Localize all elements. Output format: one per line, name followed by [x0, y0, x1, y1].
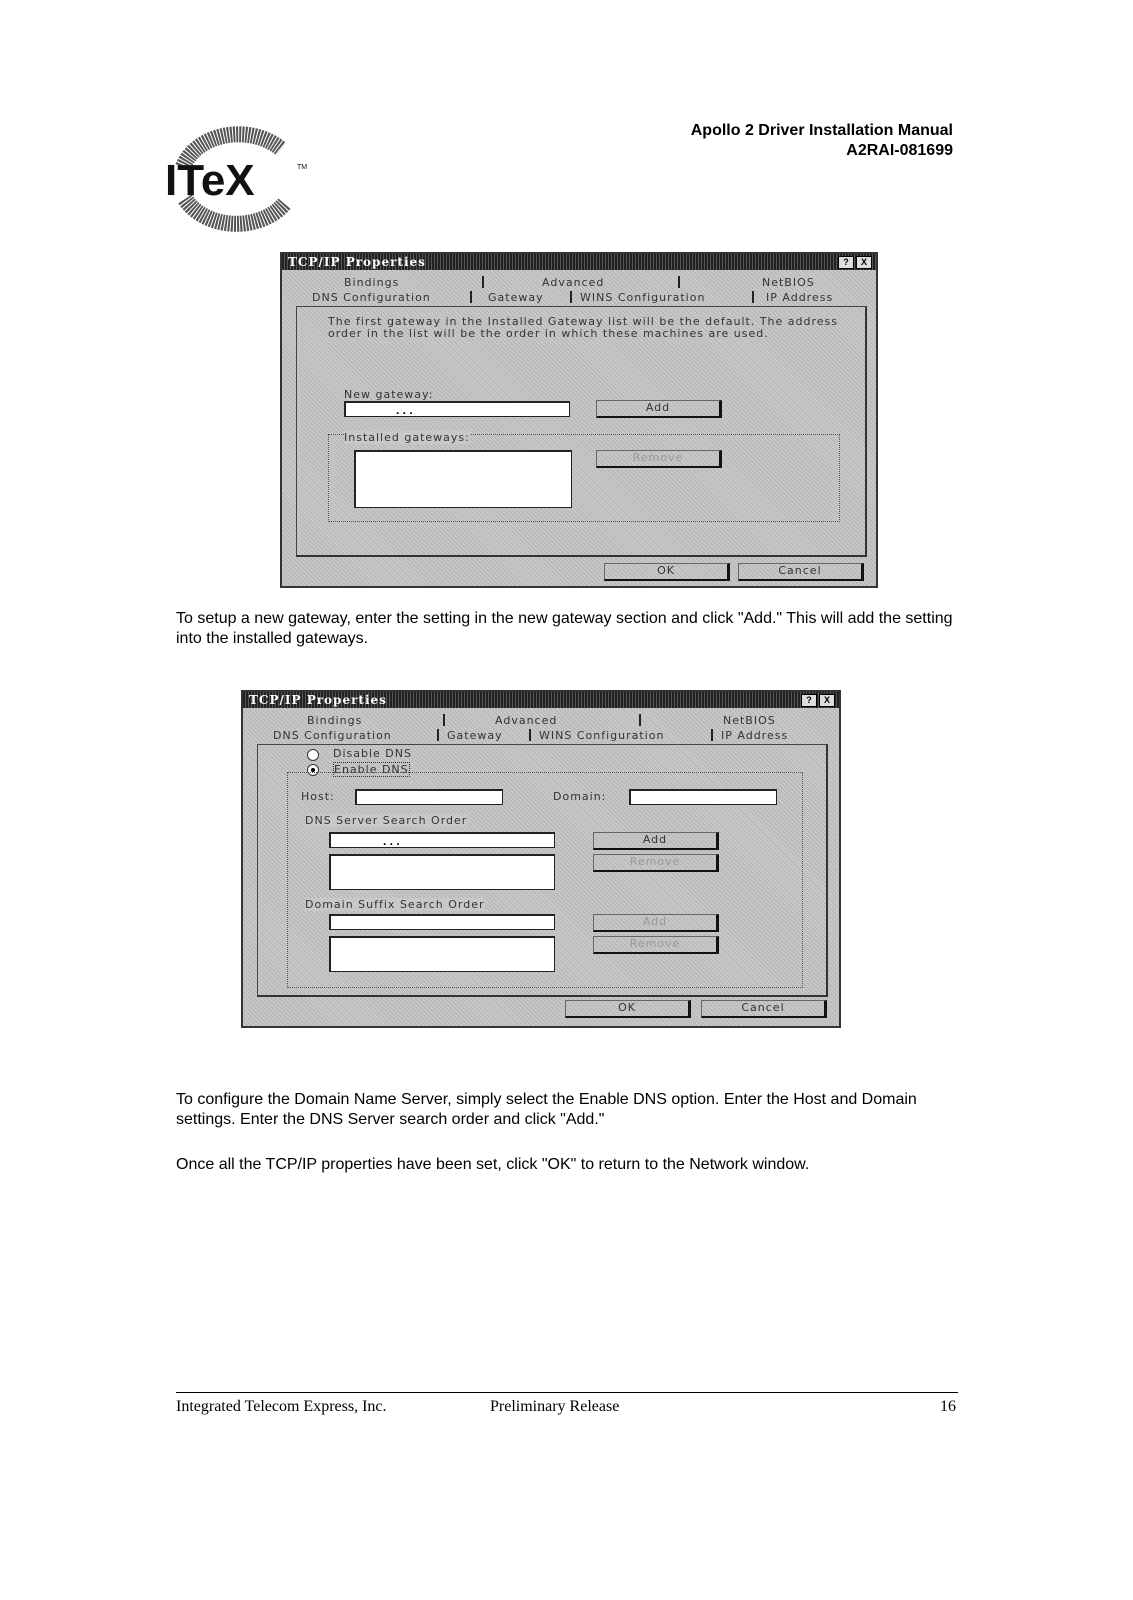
ok-button[interactable]: OK	[565, 1000, 691, 1018]
tab-netbios[interactable]: NetBIOS	[762, 276, 815, 289]
tab-wins-configuration[interactable]: WINS Configuration	[580, 291, 706, 304]
paragraph-gateway-instructions: To setup a new gateway, enter the setting in the new gateway section and click "Add." This will add the setting into the installed gateways.	[176, 610, 953, 647]
cancel-button[interactable]: Cancel	[738, 563, 864, 581]
enable-dns-label: Enable DNS	[334, 763, 409, 776]
remove-domain-suffix-button[interactable]: Remove	[593, 936, 719, 954]
tcpip-properties-dialog-dns	[241, 690, 841, 1028]
host-input[interactable]	[355, 789, 503, 805]
new-gateway-input[interactable]: . . .	[344, 401, 570, 417]
close-button[interactable]: X	[856, 256, 872, 269]
cancel-button[interactable]: Cancel	[701, 1000, 827, 1018]
tab-gateway[interactable]: Gateway	[488, 291, 544, 304]
installed-gateways-list[interactable]	[354, 450, 572, 508]
tab-dns-configuration[interactable]: DNS Configuration	[312, 291, 431, 304]
footer-company: Integrated Telecom Express, Inc.	[176, 1398, 387, 1415]
tab-netbios[interactable]: NetBIOS	[723, 714, 776, 727]
add-gateway-button[interactable]: Add	[596, 400, 722, 418]
installed-gateways-label: Installed gateways:	[344, 431, 470, 444]
host-label: Host:	[301, 790, 335, 803]
domain-suffix-search-order-label: Domain Suffix Search Order	[305, 898, 485, 911]
footer-release: Preliminary Release	[490, 1398, 620, 1415]
domain-label: Domain:	[553, 790, 607, 803]
disable-dns-radio[interactable]	[307, 749, 319, 761]
dns-server-ip-input[interactable]: . . .	[329, 832, 555, 848]
gateway-description: The first gateway in the Installed Gateway list will be the default. The address order in the list will be the order in which these machines are used.	[328, 315, 838, 340]
tab-bindings[interactable]: Bindings	[307, 714, 363, 727]
close-button[interactable]: X	[819, 694, 835, 707]
tab-advanced[interactable]: Advanced	[495, 714, 558, 727]
tab-advanced[interactable]: Advanced	[542, 276, 605, 289]
add-domain-suffix-button[interactable]: Add	[593, 914, 719, 932]
ok-button[interactable]: OK	[604, 563, 730, 581]
svg-text:TM: TM	[297, 164, 308, 171]
dialog-title: TCP/IP Properties	[249, 693, 387, 707]
document-id: A2RAI-081699	[846, 142, 953, 159]
itex-logo	[163, 117, 313, 237]
tab-gateway[interactable]: Gateway	[447, 729, 503, 742]
help-button[interactable]: ?	[801, 694, 817, 707]
manual-title: Apollo 2 Driver Installation Manual	[690, 122, 953, 139]
domain-input[interactable]	[629, 789, 777, 805]
remove-dns-server-button[interactable]: Remove	[593, 854, 719, 872]
footer-rule	[176, 1392, 958, 1393]
tab-ip-address[interactable]: IP Address	[721, 729, 789, 742]
page-number: 16	[940, 1398, 956, 1415]
dialog-title: TCP/IP Properties	[288, 255, 426, 269]
domain-suffix-list[interactable]	[329, 936, 555, 972]
remove-gateway-button[interactable]: Remove	[596, 450, 722, 468]
tab-dns-configuration[interactable]: DNS Configuration	[273, 729, 392, 742]
svg-text:ITeX: ITeX	[165, 156, 255, 205]
paragraph-dns-instructions: To configure the Domain Name Server, simply select the Enable DNS option. Enter the Host and Domain settings. Enter the DNS Server search order and click "Add."	[176, 1091, 917, 1128]
title-bar	[243, 692, 839, 708]
new-gateway-label: New gateway:	[344, 388, 434, 401]
tab-wins-configuration[interactable]: WINS Configuration	[539, 729, 665, 742]
tab-ip-address[interactable]: IP Address	[766, 291, 834, 304]
domain-suffix-input[interactable]	[329, 914, 555, 930]
title-bar	[282, 254, 876, 270]
add-dns-server-button[interactable]: Add	[593, 832, 719, 850]
tab-bindings[interactable]: Bindings	[344, 276, 400, 289]
disable-dns-label: Disable DNS	[333, 747, 412, 760]
dns-server-list[interactable]	[329, 854, 555, 890]
help-button[interactable]: ?	[838, 256, 854, 269]
tcpip-properties-dialog-gateway	[280, 252, 878, 588]
dns-server-search-order-label: DNS Server Search Order	[305, 814, 468, 827]
paragraph-ok-instructions: Once all the TCP/IP properties have been set, click "OK" to return to the Network window.	[176, 1156, 810, 1173]
